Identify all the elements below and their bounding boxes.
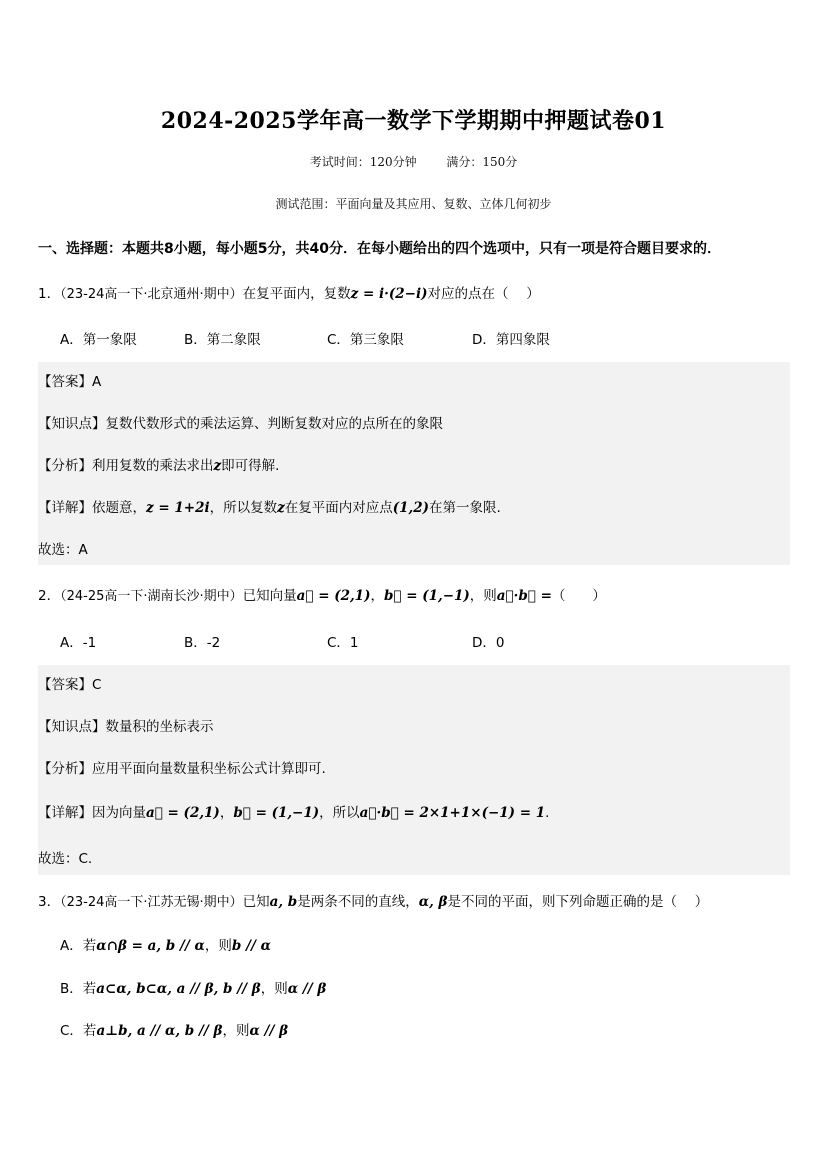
detail-text: ， [219,805,234,821]
stem-text: 已知向量 [242,588,297,604]
math-expr: b // α [231,938,271,954]
choice-line: 故选：C. [38,851,93,867]
question-1-options [60,328,760,348]
detail-text: 【详解】因为向量 [38,805,146,821]
option-text: ，则 [260,981,288,997]
answer-box-1 [38,362,790,565]
exam-score: 满分：150分 [446,155,518,169]
math-expr: a⊥b, a // α, b // β [96,1023,223,1039]
math-expr: α // β [249,1023,289,1039]
page-title: 2024-2025学年高一数学下学期期中押题试卷01 [160,108,667,134]
option-a [60,934,271,954]
option-d: D．0 [472,635,505,651]
detail-text: . [545,805,550,821]
math-expr: a⊂α, b⊂α, a // β, b // β [96,981,261,997]
exam-time: 考试时间：120分钟 [309,155,417,169]
stem-text: ， [370,588,384,604]
math-expr: a⃗ = (2,1) [146,805,220,821]
math-expr: z = i·(2−i) [350,286,428,302]
detail-text: 在第一象限. [429,500,501,516]
option-text: ，则 [204,938,232,954]
exam-scope: 测试范围：平面向量及其应用、复数、立体几何初步 [275,197,552,211]
answer-line: 【答案】A [38,374,102,390]
question-number: 1． [38,286,61,302]
math-expr: a⃗ = (2,1) [296,588,371,604]
question-source: （23-24高一下·江苏无锡·期中） [60,895,243,910]
math-expr: a, b [269,894,298,910]
math-expr: α // β [287,981,327,997]
option-c: C．1 [327,635,359,651]
detail-line [38,801,549,821]
math-expr: b⃗ = (1,−1) [383,588,470,604]
math-expr: (1,2) [392,500,430,516]
answer-line: 【答案】C [38,677,102,693]
analysis-line: 【分析】应用平面向量数量积坐标公式计算即可. [38,761,326,777]
question-2-options [60,631,760,651]
option-label: C．若 [60,1023,97,1039]
analysis-line [38,454,279,474]
math-expr: α, β [418,894,448,910]
detail-text: ，所以复数 [209,500,278,516]
question-number: 2． [38,588,61,604]
knowledge-line: 【知识点】复数代数形式的乘法运算、判断复数对应的点所在的象限 [38,416,443,432]
stem-text: 已知 [242,894,270,910]
choice-line: 故选：A [38,542,88,558]
detail-text: 【详解】依题意， [38,500,146,516]
stem-text: （ ） [551,588,606,604]
option-text: ，则 [222,1023,250,1039]
question-source: （23-24高一下·北京通州·期中） [60,287,243,302]
question-source: （24-25高一下·湖南长沙·期中） [60,589,243,604]
option-a: A．-1 [60,635,97,651]
detail-text: 在复平面内对应点 [284,500,393,516]
math-expr: z [213,458,222,474]
question-2-stem [38,584,606,604]
detail-text: ，所以 [319,805,360,821]
stem-text: 在复平面内，复数 [242,286,351,302]
exam-time-score [0,153,827,170]
option-c [60,1019,288,1039]
math-expr: a⃗·b⃗ = [496,588,552,604]
option-label: B．若 [60,981,97,997]
option-b [60,977,326,997]
detail-line [38,496,501,516]
option-label: A．若 [60,938,97,954]
stem-text: ，则 [469,588,497,604]
stem-text: 是不同的平面，则下列命题正确的是（ ） [447,894,709,910]
question-1-stem [38,282,540,302]
math-expr: z [277,500,285,516]
option-b: B．第二象限 [184,332,261,348]
question-3-stem [38,890,708,910]
option-c: C．第三象限 [327,332,404,348]
option-a: A．第一象限 [60,332,137,348]
section-heading: 一、选择题：本题共8小题，每小题5分，共40分．在每小题给出的四个选项中，只有一项是符合题目要求的． [38,241,721,257]
option-d: D．第四象限 [472,332,550,348]
math-expr: α∩β = a, b // α [96,938,205,954]
option-b: B．-2 [184,635,221,651]
math-expr: b⃗ = (1,−1) [233,805,320,821]
knowledge-line: 【知识点】数量积的坐标表示 [38,719,214,735]
stem-text: 是两条不同的直线， [297,894,419,910]
question-number: 3． [38,894,61,910]
analysis-text: 【分析】利用复数的乘法求出 [38,458,214,474]
analysis-text: 即可得解. [221,458,280,474]
answer-box-2 [38,665,790,875]
stem-text: 对应的点在（ ） [427,286,540,302]
math-expr: a⃗·b⃗ = 2×1+1×(−1) = 1 [359,805,546,821]
math-expr: z = 1+2i [146,500,210,516]
